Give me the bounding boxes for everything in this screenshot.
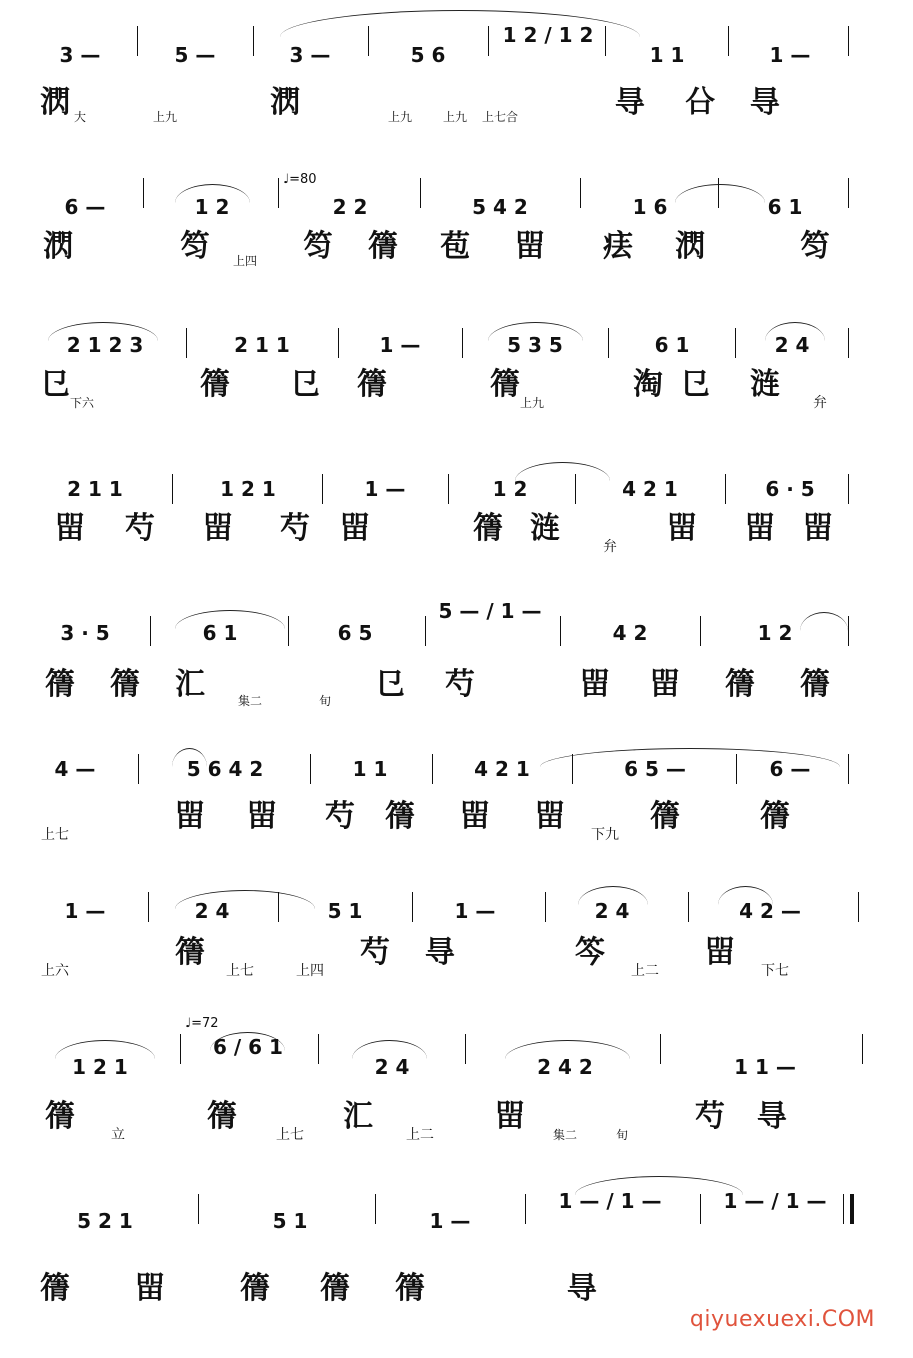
measure-notes: 1 — [64, 899, 106, 923]
tablature-annot: 上二 [406, 1127, 434, 1143]
tablature-annot: 集二 [552, 1128, 578, 1142]
tablature-char: 㽞 [340, 511, 370, 546]
tablature-char: 㝵 [615, 85, 645, 120]
tablature-char: 㝵 [750, 85, 780, 120]
tablature-annot: 上九 [519, 396, 545, 410]
tablature-char: 㽞 [745, 511, 775, 546]
tablature-char: 㔾 [40, 367, 70, 402]
final-barline [850, 1194, 854, 1224]
measure-notes: 1 2 / 1 2 [502, 23, 594, 47]
measure-notes: 5 — / 1 — [438, 599, 542, 623]
tablature-char: 㽞 [495, 1099, 525, 1134]
tablature-char: 篟 [240, 1271, 270, 1306]
barline [278, 892, 279, 922]
tablature-char: 篟 [45, 1099, 75, 1134]
barline [148, 892, 149, 922]
tablature-char: 篟 [320, 1271, 350, 1306]
barline [728, 26, 729, 56]
measure-notes: 4 2 — [739, 899, 801, 923]
measure-notes: 6 1 [654, 333, 690, 357]
barline [560, 616, 561, 646]
barline [862, 1034, 863, 1064]
measure-notes: 6 1 [767, 195, 803, 219]
barline [420, 178, 421, 208]
tablature-annot: 下六 [69, 396, 95, 410]
measure-notes: 2 4 2 [537, 1055, 593, 1079]
measure-notes: 3 · 5 [60, 621, 110, 645]
barline [180, 1034, 181, 1064]
measure-notes: 1 1 [352, 757, 388, 781]
tablature-char: 㽞 [135, 1271, 165, 1306]
score-system-5 [0, 590, 913, 740]
barline [318, 1034, 319, 1064]
tempo-mark: ♩=72 [185, 1016, 219, 1031]
site-watermark: qiyuexuexi.COM [689, 1307, 875, 1332]
score-system-9 [0, 1168, 913, 1318]
barline [412, 892, 413, 922]
score-system-4 [0, 448, 913, 598]
measure-notes: 2 4 [374, 1055, 410, 1079]
tablature-char: 笉 [180, 229, 210, 264]
barline [322, 474, 323, 504]
measure-notes: 6 · 5 [765, 477, 815, 501]
barline [580, 178, 581, 208]
measure-notes: 1 — [364, 477, 406, 501]
tablature-char: 芍 [325, 799, 355, 834]
measure-notes: 4 2 1 [474, 757, 530, 781]
tablature-char: 㾀 [603, 229, 633, 264]
tablature-char: 芍 [695, 1099, 725, 1134]
tablature-char: 㽞 [705, 935, 735, 970]
measure-notes: 2 1 2 3 [66, 333, 144, 357]
barline [848, 474, 849, 504]
barline [465, 1034, 466, 1064]
barline [605, 26, 606, 56]
score-system-6 [0, 728, 913, 878]
barline [700, 616, 701, 646]
tablature-char: 芍 [125, 511, 155, 546]
barline [186, 328, 187, 358]
barline [368, 26, 369, 56]
measure-notes: 6 5 [337, 621, 373, 645]
tablature-char: 㽞 [580, 667, 610, 702]
measure-notes: 4 — [54, 757, 96, 781]
tablature-char: 篟 [395, 1271, 425, 1306]
barline [425, 616, 426, 646]
tablature-annot: 上七 [276, 1127, 304, 1143]
tablature-char: 芍 [280, 511, 310, 546]
barline [735, 328, 736, 358]
tempo-mark: ♩=80 [283, 172, 317, 187]
tablature-char: 涟 [750, 367, 780, 402]
measure-notes: 1 1 — [734, 1055, 796, 1079]
measure-notes: 3 — [289, 43, 331, 67]
tablature-annot: 上七 [41, 827, 69, 843]
tablature-char: 芍 [445, 667, 475, 702]
measure-notes: 1 — / 1 — [558, 1189, 662, 1213]
measure-notes: 1 — [429, 1209, 471, 1233]
tablature-char: 汇 [343, 1099, 373, 1134]
tablature-char: 篟 [357, 367, 387, 402]
tablature-annot: 下九 [591, 827, 619, 843]
measure-notes: 5 — [174, 43, 216, 67]
tablature-annot: 弁 [603, 539, 617, 555]
tablature-char: 㝵 [757, 1099, 787, 1134]
tablature-char: 涟 [530, 511, 560, 546]
barline [660, 1034, 661, 1064]
tablature-char: 㽞 [460, 799, 490, 834]
measure-notes: 2 4 [194, 899, 230, 923]
barline [432, 754, 433, 784]
tablature-char: 芍 [360, 935, 390, 970]
tablature-char: 篟 [650, 799, 680, 834]
barline [288, 616, 289, 646]
barline [848, 26, 849, 56]
tablature-annot: 上四 [232, 254, 258, 268]
score-system-3 [0, 302, 913, 452]
tablature-char: 苞 [440, 229, 470, 264]
measure-notes: 1 — [379, 333, 421, 357]
barline [736, 754, 737, 784]
barline [843, 1194, 844, 1224]
tablature-char: 㕣 [685, 85, 715, 120]
tablature-char: 㴸 [270, 85, 300, 120]
score-system-7 [0, 866, 913, 1016]
measure-notes: 4 2 1 [622, 477, 678, 501]
barline [572, 754, 573, 784]
tablature-char: 㴸 [43, 229, 73, 264]
tablature-char: 篟 [760, 799, 790, 834]
measure-notes: 6 1 [202, 621, 238, 645]
barline [718, 178, 719, 208]
measure-notes: 1 6 [632, 195, 668, 219]
measure-notes: 5 2 1 [77, 1209, 133, 1233]
tablature-annot: 大 [73, 110, 87, 124]
tablature-char: 篟 [800, 667, 830, 702]
score-system-2 [0, 152, 913, 302]
tablature-char: 㽞 [203, 511, 233, 546]
tablature-char: 㴸 [40, 85, 70, 120]
measure-notes: 1 — [454, 899, 496, 923]
tablature-annot: 集二 [237, 694, 263, 708]
tablature-char: 笉 [303, 229, 333, 264]
tablature-annot: 上二 [631, 963, 659, 979]
tablature-annot: 上四 [296, 963, 324, 979]
tablature-annot: 弁 [813, 395, 827, 411]
barline [310, 754, 311, 784]
slur [800, 612, 848, 631]
tablature-char: 篟 [368, 229, 398, 264]
measure-notes: 5 6 [410, 43, 446, 67]
tablature-char: 㔾 [375, 667, 405, 702]
tablature-annot: 立 [111, 1127, 125, 1143]
barline [545, 892, 546, 922]
barline [278, 178, 279, 208]
score-system-1 [0, 0, 913, 150]
measure-notes: 1 2 1 [72, 1055, 128, 1079]
measure-notes: 4 2 [612, 621, 648, 645]
tablature-annot: 上七合 [481, 110, 519, 124]
tablature-char: 笒 [575, 935, 605, 970]
measure-notes: 6 / 6 1 [213, 1035, 283, 1059]
tablature-char: 㝵 [425, 935, 455, 970]
tablature-char: 㽞 [515, 229, 545, 264]
barline [375, 1194, 376, 1224]
barline [462, 328, 463, 358]
tablature-annot: 上六 [41, 963, 69, 979]
tablature-char: 篟 [207, 1099, 237, 1134]
barline [198, 1194, 199, 1224]
tablature-char: 篟 [490, 367, 520, 402]
barline [848, 616, 849, 646]
measure-notes: 1 — [769, 43, 811, 67]
measure-notes: 2 1 1 [234, 333, 290, 357]
measure-notes: 6 — [64, 195, 106, 219]
measure-notes: 3 — [59, 43, 101, 67]
tablature-char: 篟 [200, 367, 230, 402]
tablature-char: 篟 [385, 799, 415, 834]
slur [675, 184, 765, 203]
tablature-char: 篟 [725, 667, 755, 702]
barline [488, 26, 489, 56]
barline [137, 26, 138, 56]
score-system-8 [0, 1008, 913, 1158]
tablature-char: 㴸 [675, 229, 705, 264]
measure-notes: 5 1 [327, 899, 363, 923]
tablature-annot: 上七 [226, 963, 254, 979]
measure-notes: 2 4 [594, 899, 630, 923]
tablature-char: 㽞 [650, 667, 680, 702]
barline [150, 616, 151, 646]
tablature-char: 淘 [633, 367, 663, 402]
measure-notes: 5 6 4 2 [186, 757, 264, 781]
measure-notes: 1 2 [492, 477, 528, 501]
slur [515, 462, 610, 481]
measure-notes: 2 2 [332, 195, 368, 219]
tablature-char: 篟 [110, 667, 140, 702]
tablature-char: 㽞 [803, 511, 833, 546]
tablature-char: 汇 [175, 667, 205, 702]
measure-notes: 1 2 [194, 195, 230, 219]
tablature-char: 篟 [45, 667, 75, 702]
barline [172, 474, 173, 504]
measure-notes: 1 2 1 [220, 477, 276, 501]
barline [688, 892, 689, 922]
barline [858, 892, 859, 922]
barline [848, 328, 849, 358]
tablature-char: 㝵 [567, 1271, 597, 1306]
tablature-annot: 下七 [761, 963, 789, 979]
tablature-char: 㽞 [535, 799, 565, 834]
measure-notes: 6 — [769, 757, 811, 781]
barline [338, 328, 339, 358]
measure-notes: 5 1 [272, 1209, 308, 1233]
tablature-annot: 上九 [152, 110, 178, 124]
tablature-annot: 旬 [318, 694, 332, 708]
barline [848, 754, 849, 784]
measure-notes: 1 — / 1 — [723, 1189, 827, 1213]
measure-notes: 6 5 — [624, 757, 686, 781]
tablature-annot: 旬 [615, 1128, 629, 1142]
tablature-char: 篟 [175, 935, 205, 970]
tablature-annot: 上九 [442, 110, 468, 124]
barline [608, 328, 609, 358]
measure-notes: 2 4 [774, 333, 810, 357]
measure-notes: 1 1 [649, 43, 685, 67]
barline [848, 178, 849, 208]
barline [138, 754, 139, 784]
measure-notes: 5 4 2 [472, 195, 528, 219]
tablature-char: 㽞 [55, 511, 85, 546]
measure-notes: 1 2 [757, 621, 793, 645]
tablature-annot: 上九 [387, 110, 413, 124]
tablature-char: 㽞 [247, 799, 277, 834]
measure-notes: 5 3 5 [507, 333, 563, 357]
barline [725, 474, 726, 504]
barline [253, 26, 254, 56]
measure-notes: 2 1 1 [67, 477, 123, 501]
tablature-char: 㔾 [680, 367, 710, 402]
tablature-char: 㔾 [290, 367, 320, 402]
tablature-char: 笉 [800, 229, 830, 264]
tablature-char: 篟 [473, 511, 503, 546]
barline [575, 474, 576, 504]
barline [448, 474, 449, 504]
tablature-char: 㽞 [175, 799, 205, 834]
barline [143, 178, 144, 208]
barline [700, 1194, 701, 1224]
tablature-char: 㽞 [667, 511, 697, 546]
barline [525, 1194, 526, 1224]
tablature-char: 篟 [40, 1271, 70, 1306]
